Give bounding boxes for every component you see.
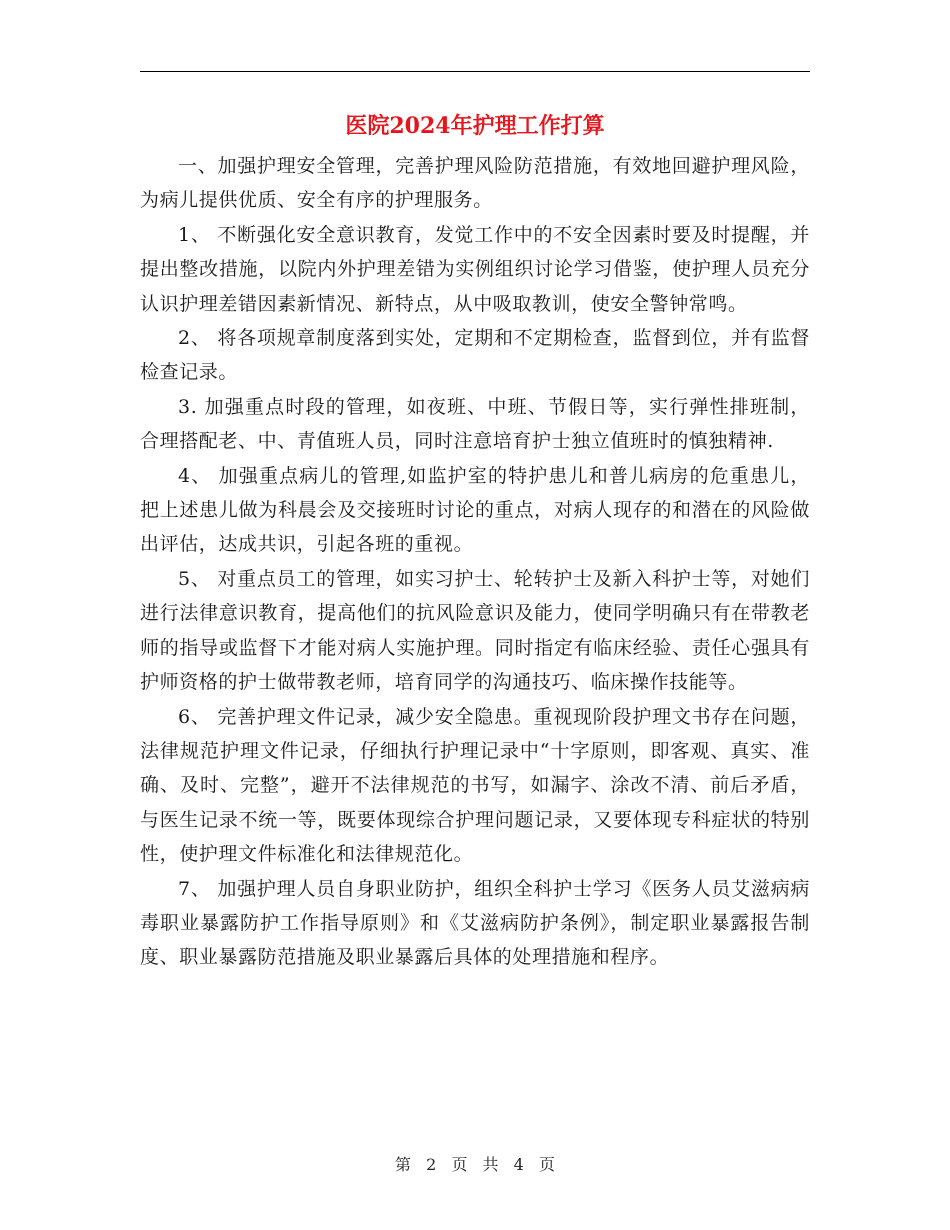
footer-page-word: 页 xyxy=(451,1155,468,1174)
footer-total-pages: 4 xyxy=(513,1155,524,1174)
paragraph-item-4: 4、 加强重点病儿的管理,如监护室的特护患儿和普儿病房的危重患儿，把上述患儿做为科晨会及交接班时讨论的重点，对病人现存的和潜在的风险做出评估，达成共识，引起各班的重视。 xyxy=(140,464,810,556)
paragraph-item-2: 2、 将各项规章制度落到实处，定期和不定期检查，监督到位，并有监督检查记录。 xyxy=(140,327,810,384)
paragraph-item-1: 1、 不断强化安全意识教育，发觉工作中的不安全因素时要及时提醒，并提出整改措施，以院内外护理差错为实例组织讨论学习借鉴，使护理人员充分认识护理差错因素新情况、新特点，从中吸取教训，使安全警钟常鸣。 xyxy=(140,223,810,315)
document-body xyxy=(140,149,810,975)
footer-page-prefix: 第 xyxy=(395,1155,412,1174)
document-title: 医院2024年护理工作打算 xyxy=(345,113,605,139)
paragraph-item-7: 7、 加强护理人员自身职业防护，组织全科护士学习《医务人员艾滋病病毒职业暴露防护工作指导原则》和《艾滋病防护条例》，制定职业暴露报告制度、职业暴露防范措施及职业暴露后具体的处理措施和程序。 xyxy=(140,877,810,969)
paragraph-item-6: 6、 完善护理文件记录，减少安全隐患。重视现阶段护理文书存在问题，法律规范护理文件记录，仔细执行护理记录中“十字原则，即客观、真实、准确、及时、完整”，避开不法律规范的书写，如漏字、涂改不清、前后矛盾，与医生记录不统一等，既要体现综合护理问题记录，又要体现专科症状的特别性，使护理文件标准化和法律规范化。 xyxy=(140,705,810,866)
footer-total-prefix: 共 xyxy=(482,1155,499,1174)
page-footer xyxy=(0,1154,950,1176)
footer-current-page: 2 xyxy=(426,1155,437,1174)
footer-total-suffix: 页 xyxy=(538,1155,555,1174)
paragraph-item-3: 3. 加强重点时段的管理，如夜班、中班、节假日等，实行弹性排班制，合理搭配老、中、青值班人员，同时注意培育护士独立值班时的慎独精神. xyxy=(140,395,810,453)
paragraph-section-1: 一、加强护理安全管理，完善护理风险防范措施，有效地回避护理风险，为病儿提供优质、安全有序的护理服务。 xyxy=(140,155,810,212)
paragraph-item-5: 5、 对重点员工的管理，如实习护士、轮转护士及新入科护士等，对她们进行法律意识教育，提高他们的抗风险意识及能力，使同学明确只有在带教老师的指导或监督下才能对病人实施护理。同时指定有临床经验、责任心强具有护师资格的护士做带教老师，培育同学的沟通技巧、临床操作技能等。 xyxy=(140,567,810,694)
header-rule xyxy=(140,71,810,72)
